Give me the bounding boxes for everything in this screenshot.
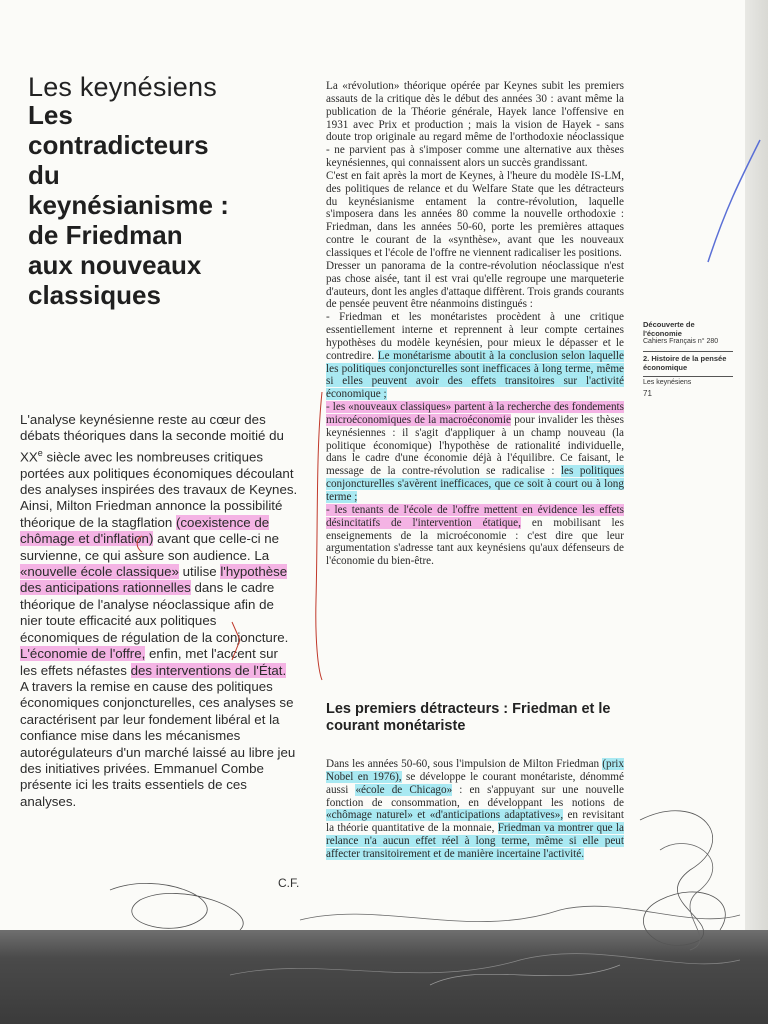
- highlighted-text: - les tenants de l'école de l'offre mettent en évidence les effets désincitatifs de l'intervention étatique,: [326, 503, 624, 529]
- highlighted-text: Le monétarisme aboutit à la conclusion selon laquelle les politiques conjoncturelles sont inefficaces à long terme, même si elles peuvent avoir des effets transitoires sur l'activité économique ;: [326, 349, 624, 401]
- scan-edge-bottom: [0, 930, 768, 1024]
- highlighted-text: Friedman va montrer que la relance n'a aucun effet réel à long terme, même si elle peut affecter transitoirement et de manière incertaine l'activité.: [326, 822, 625, 860]
- scan-edge-right: [745, 0, 768, 1024]
- body-paragraph: Dresser un panorama de la contre-révolution néoclassique n'est pas chose aisée, tant il est vrai qu'elle regroupe une marqueterie d'auteurs, dont les angles d'attaque diffèrent. Trois grands courants de pensée peuvent être néanmoins distingués :: [326, 259, 624, 311]
- sidebar-chapter: Les keynésiens: [643, 376, 733, 388]
- highlighted-text: les politiques conjoncturelles s'avèrent inefficaces, que ce soit à court ou à long terme ;: [326, 465, 625, 503]
- section-kicker: Les keynésiens: [28, 72, 217, 102]
- margin-sidebar: [643, 320, 733, 398]
- text-run: enfin, met l'accent sur les effets néfastes: [20, 646, 278, 678]
- highlighted-text: des interventions de l'État.: [130, 662, 287, 678]
- highlighted-text: «école de Chicago»: [355, 783, 453, 796]
- text-run: L'analyse keynésienne reste au cœur des débats théoriques dans la seconde moitié du XX: [20, 412, 284, 465]
- bullet-supply-side: [326, 504, 624, 568]
- text-run: se développe le courant monétariste, dénommé aussi: [326, 770, 624, 796]
- highlighted-text: «nouvelle école classique»: [20, 564, 179, 580]
- text-run: avant que celle-ci ne survienne, ce qui assure son audience. La: [20, 531, 280, 563]
- intro-paragraph: A travers la remise en cause des politiques économiques conjoncturelles, ces analyses se caractérisent par leur fondement libéral et la confiance mise dans les mécanismes autorégulateurs d'un marché laissé au libre jeu des initiatives privées. Emmanuel Combe présente ici les traits essentiels de ces analyses.: [20, 678, 296, 809]
- body-paragraph: La «révolution» théorique opérée par Keynes subit les premiers assauts de la critique dès le début des années 30 : avant même la publication de la Théorie générale, Hayek lance l'offensive en 1931 avec Prix et production ; mais la vision de Hayek - sans doute trop originale au regard même de l'orthodoxie néoclassique - ne parvient pas à s'imposer comme une alternative aux thèses keynésiennes, qui connaissent alors un succès grandissant.: [326, 80, 624, 170]
- body-paragraph: [326, 758, 624, 861]
- text-run: siècle avec les nombreuses critiques portées aux politiques économiques découlant des analyses inspirées des travaux de Keynes. Ainsi, Milton Friedman annonce la possibilité théorique de la stagflation: [20, 449, 298, 530]
- text-run: dans le cadre théorique de l'analyse néoclassique afin de nier toute efficacité aux politiques économiques de régulation de la conjoncture.: [20, 580, 289, 645]
- headline-line: keynésianisme :: [28, 190, 229, 220]
- headline-line: de Friedman: [28, 220, 183, 250]
- text-run: en revisitant la théorie quantitative de la monnaie,: [326, 809, 624, 835]
- headline-line: aux nouveaux: [28, 250, 202, 280]
- highlighted-text: - les «nouveaux classiques» partent à la recherche des fondements microéconomiques de la macroéconomie: [326, 401, 624, 426]
- body-paragraph: C'est en fait après la mort de Keynes, à l'heure du modèle IS-LM, des politiques de relance et du Welfare State que les détracteurs du keynésianisme entament la contre-révolution, laquelle s'imposera dans les années 80 comme la nouvelle orthodoxie : Friedman, dans les années 50-60, porte les premières attaques contre le courant de la «synthèse», avant que les nouveaux classiques et l'école de l'offre ne viennent radicaliser les positions.: [326, 169, 624, 259]
- body-column-bottom: [326, 758, 624, 861]
- superscript: e: [37, 447, 43, 458]
- text-run: - Friedman et les monétaristes procèdent à une critique essentiellement interne et reprennent à leur compte certaines hypothèses du modèle keynésien, pour mieux le dépasser et le contredire.: [326, 311, 624, 362]
- sidebar-subtitle: Cahiers Français n° 280: [643, 338, 719, 345]
- text-run: Dans les années 50-60, sous l'impulsion de Milton Friedman: [326, 758, 603, 770]
- headline-line: classiques: [28, 280, 161, 310]
- text-run: en mobilisant les enseignements de la microéconomie : c'est dire que leur argumentation s'adresse tant aux keynésiens qu'aux défenseurs de l'économie du bien-être.: [326, 516, 624, 568]
- text-run: : en s'appuyant sur une nouvelle fonction de consommation, en développant les notions de: [326, 783, 624, 809]
- body-column-top: [326, 80, 624, 568]
- section-subheading: Les premiers détracteurs : Friedman et le courant monétariste: [326, 701, 611, 734]
- headline-line: Les: [28, 100, 73, 130]
- headline-line: contradicteurs: [28, 130, 209, 160]
- highlighted-text: L'économie de l'offre,: [20, 646, 146, 662]
- intro-paragraph: [20, 412, 298, 679]
- highlighted-text: (coexistence de chômage et d'inflation): [20, 514, 270, 547]
- sidebar-section: 2. Histoire de la pensée économique: [643, 351, 733, 372]
- article-headline: [28, 100, 318, 310]
- introduction-text: [20, 412, 298, 810]
- author-initials: C.F.: [278, 876, 300, 890]
- page-number: 71: [643, 389, 652, 398]
- highlighted-text: «chômage naturel» et «d'anticipations adaptatives»,: [326, 809, 564, 822]
- text-run: pour invalider les thèses keynésiennes : il s'agit d'appliquer à un champ nouveau (la politique économique) l'hypothèse de rationalité individuelle, dans le cadre d'une économie déjà à l'équilibre. Ce faisant, le message de la contre-révolution se radicalise :: [326, 413, 624, 478]
- bullet-monetarism: [326, 311, 624, 401]
- highlighted-text: l'hypothèse des anticipations rationnelles: [20, 564, 288, 596]
- highlighted-text: (prix Nobel en 1976),: [326, 758, 624, 783]
- text-run: utilise: [178, 564, 221, 580]
- sidebar-title: Découverte de l'économie: [643, 320, 695, 338]
- headline-line: du: [28, 160, 60, 190]
- bullet-new-classics: [326, 401, 624, 504]
